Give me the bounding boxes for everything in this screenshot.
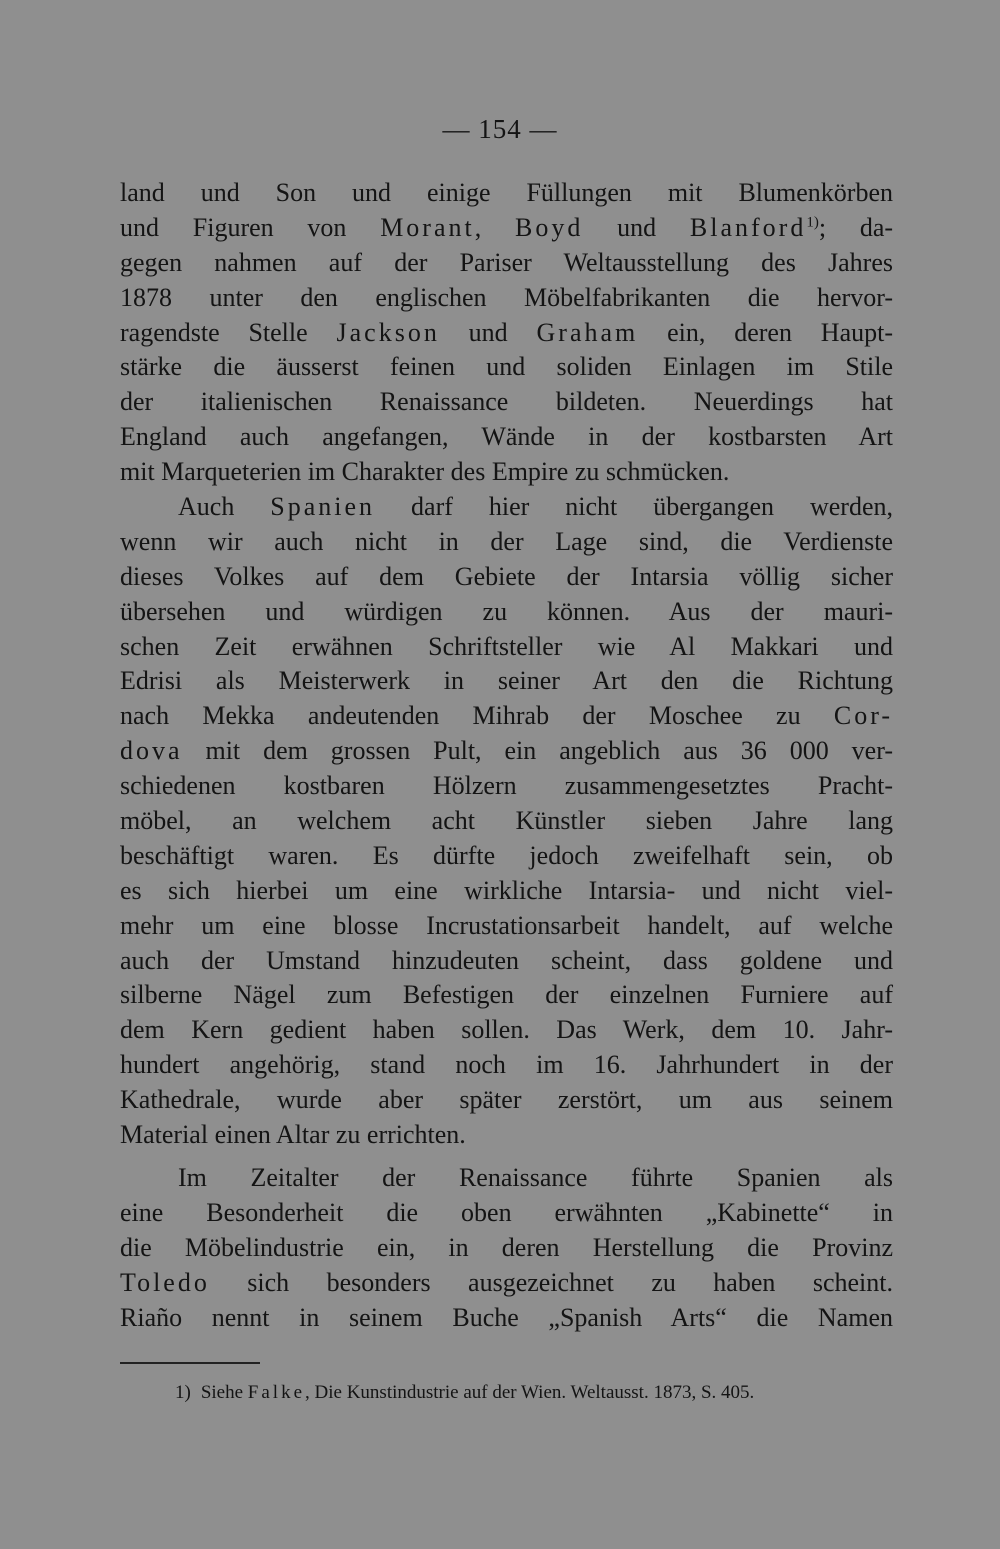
text-line: hundert angehörig, stand noch im 16. Jahrhundert in der <box>120 1050 893 1080</box>
text-line: Im Zeitalter der Renaissance führte Spanien als <box>178 1162 893 1192</box>
text-line: Toledo sich besonders ausgezeichnet zu haben scheint. <box>120 1267 893 1297</box>
text-line: Edrisi als Meisterwerk in seiner Art den die Richtung <box>120 666 893 696</box>
text-line: möbel, an welchem acht Künstler sieben Jahre lang <box>120 806 893 836</box>
spaced-name: Toledo <box>120 1267 210 1297</box>
spaced-name: Cor- <box>833 701 893 731</box>
text-line: gegen nahmen auf der Pariser Weltausstellung des Jahres <box>120 247 893 277</box>
text-line: mehr um eine blosse Incrustationsarbeit handelt, auf welche <box>120 910 893 940</box>
text-line: eine Besonderheit die oben erwähnten „Kabinette“ in <box>120 1197 893 1227</box>
footnote-text: Siehe <box>200 1382 248 1403</box>
text-line: schen Zeit erwähnen Schriftsteller wie Al Makkari und <box>120 631 893 661</box>
text-line: beschäftigt waren. Es dürfte jedoch zweifelhaft sein, ob <box>120 840 893 870</box>
spaced-name: Blanford <box>689 212 807 242</box>
text-line: und Figuren von Morant, Boyd und Blanford$^{1)}$; da- <box>120 212 894 242</box>
text-line: Auch Spanien darf hier nicht übergangen werden, <box>178 492 893 522</box>
spaced-name: Spanien <box>270 492 376 522</box>
footnote <box>175 1380 895 1406</box>
text-line: Riaño nennt in seinem Buche „Spanish Arts“ die Namen <box>120 1302 893 1332</box>
spaced-name: Graham <box>536 317 639 347</box>
spaced-name: dova <box>120 736 183 766</box>
text-line: auch der Umstand hinzudeuten scheint, dass goldene und <box>120 945 893 975</box>
text-line: der italienischen Renaissance bildeten. Neuerdings hat <box>120 387 893 417</box>
body-text <box>120 176 893 1335</box>
spaced-name: Falke <box>247 1382 306 1403</box>
text-line: nach Mekka andeutenden Mihrab der Moschee zu Cor- <box>120 701 893 731</box>
text-line: mit Marqueterien im Charakter des Empire zu schmücken. <box>120 457 730 487</box>
text-line: es sich hierbei um eine wirkliche Intarsia- und nicht viel- <box>120 875 893 905</box>
spaced-name: Jackson <box>336 317 440 347</box>
text-line: ragendste Stelle Jackson und Graham ein, deren Haupt- <box>120 317 893 347</box>
text-line: England auch angefangen, Wände in der kostbarsten Art <box>120 422 893 452</box>
footnote-reference: 1) <box>806 214 819 231</box>
text-line: übersehen und würdigen zu können. Aus der mauri- <box>120 596 893 626</box>
text-line: dova mit dem grossen Pult, ein angeblich aus 36 000 ver- <box>120 736 893 766</box>
spaced-name: Morant <box>380 212 475 242</box>
text-line: Material einen Altar zu errichten. <box>120 1120 466 1150</box>
text-line: dieses Volkes auf dem Gebiete der Intarsia völlig sicher <box>120 561 893 591</box>
spaced-name: Boyd <box>515 212 584 242</box>
text-line: dem Kern gedient haben sollen. Das Werk, dem 10. Jahr- <box>120 1015 893 1045</box>
text-line: schiedenen kostbaren Hölzern zusammengesetztes Pracht- <box>120 771 893 801</box>
footnote-divider <box>120 1362 260 1364</box>
text-line: wenn wir auch nicht in der Lage sind, die Verdienste <box>120 526 893 556</box>
text-line: stärke die äusserst feinen und soliden Einlagen im Stile <box>120 352 893 382</box>
text-line: silberne Nägel zum Befestigen der einzelnen Furniere auf <box>120 980 893 1010</box>
text-line: Kathedrale, wurde aber später zerstört, um aus seinem <box>120 1085 893 1115</box>
text-line: die Möbelindustrie ein, in deren Herstellung die Provinz <box>120 1232 893 1262</box>
footnote-text: , Die Kunstindustrie auf der Wien. Weltausst. 1873, S. 405. <box>305 1382 755 1403</box>
text-line: 1878 unter den englischen Möbelfabrikanten die hervor- <box>120 282 893 312</box>
text-line: land und Son und einige Füllungen mit Blumenkörben <box>120 178 893 207</box>
footnote-marker: 1) <box>175 1382 191 1403</box>
page-number: — 154 — <box>442 114 558 144</box>
